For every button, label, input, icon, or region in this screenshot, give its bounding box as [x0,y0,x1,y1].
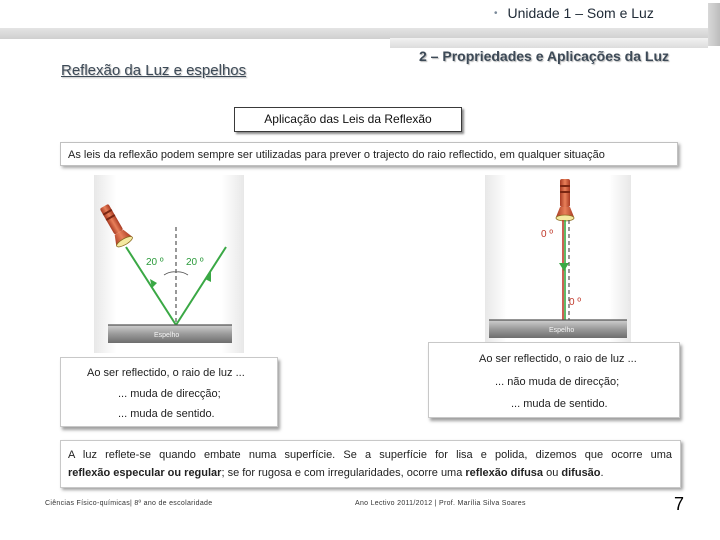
reflection-diagram-oblique [94,175,244,353]
page-number: 7 [674,494,685,514]
intro-text: As leis da reflexão podem sempre ser utilizadas para prever o trajecto do raio reflectido, em qualquer situação [60,142,678,166]
footer-teacher: Ano Lectivo 2011/2012 | Prof. Marília Silva Soares [355,500,526,507]
term-diffusion: difusão [561,467,601,479]
unit-title [494,5,654,21]
conclusion-line-2 [68,467,672,479]
term-diffuse: reflexão difusa [465,467,544,479]
note-oblique [60,357,278,427]
mirror-label: Espelho [154,332,180,339]
note-line: ... muda de sentido. [118,408,215,420]
section-title: Reflexão da Luz e espelhos [61,62,247,79]
unit-title-text: Unidade 1 – Som e Luz [507,5,654,21]
box-title: Aplicação das Leis da Reflexão [234,107,462,132]
conclusion-line-1: A luz reflete-se quando embate numa superfície. Se a superfície for lisa e polida, dizemos que ocorre uma [68,449,672,461]
footer-course: Ciências Físico-químicas| 8º ano de escolaridade [45,500,213,507]
angle-bottom-label: 0 º [569,297,581,308]
note-line: Ao ser reflectido, o raio de luz ... [479,353,637,365]
note-perpendicular [428,342,680,418]
conclusion-text: ; se for rugosa e com irregularidades, ocorre uma [221,467,466,479]
term-specular: reflexão especular ou regular [68,467,222,479]
note-line: ... não muda de direcção; [495,376,620,388]
bullet-icon: • [494,8,498,19]
conclusion-box [60,440,681,488]
note-line: Ao ser reflectido, o raio de luz ... [87,367,245,379]
mirror-label: Espelho [549,327,575,334]
angle-arc-right-icon [176,272,188,275]
angle-top-label: 0 º [541,229,553,240]
angle-reflection-label: 20 º [186,257,204,268]
header-bar-end [708,3,720,46]
flashlight-icon [556,179,574,221]
flashlight-icon [96,202,134,249]
note-line: ... muda de direcção; [118,388,221,400]
subtitle: 2 – Propriedades e Aplicações da Luz [419,48,670,64]
angle-incidence-label: 20 º [146,257,164,268]
subtitle-strip [390,38,708,48]
note-line: ... muda de sentido. [511,398,608,410]
angle-arc-left-icon [164,272,176,275]
conclusion-text: . [600,467,604,479]
reflection-diagram-perpendicular [485,175,631,345]
conclusion-text: ou [543,467,562,479]
ray-arrow-icon [559,263,569,271]
